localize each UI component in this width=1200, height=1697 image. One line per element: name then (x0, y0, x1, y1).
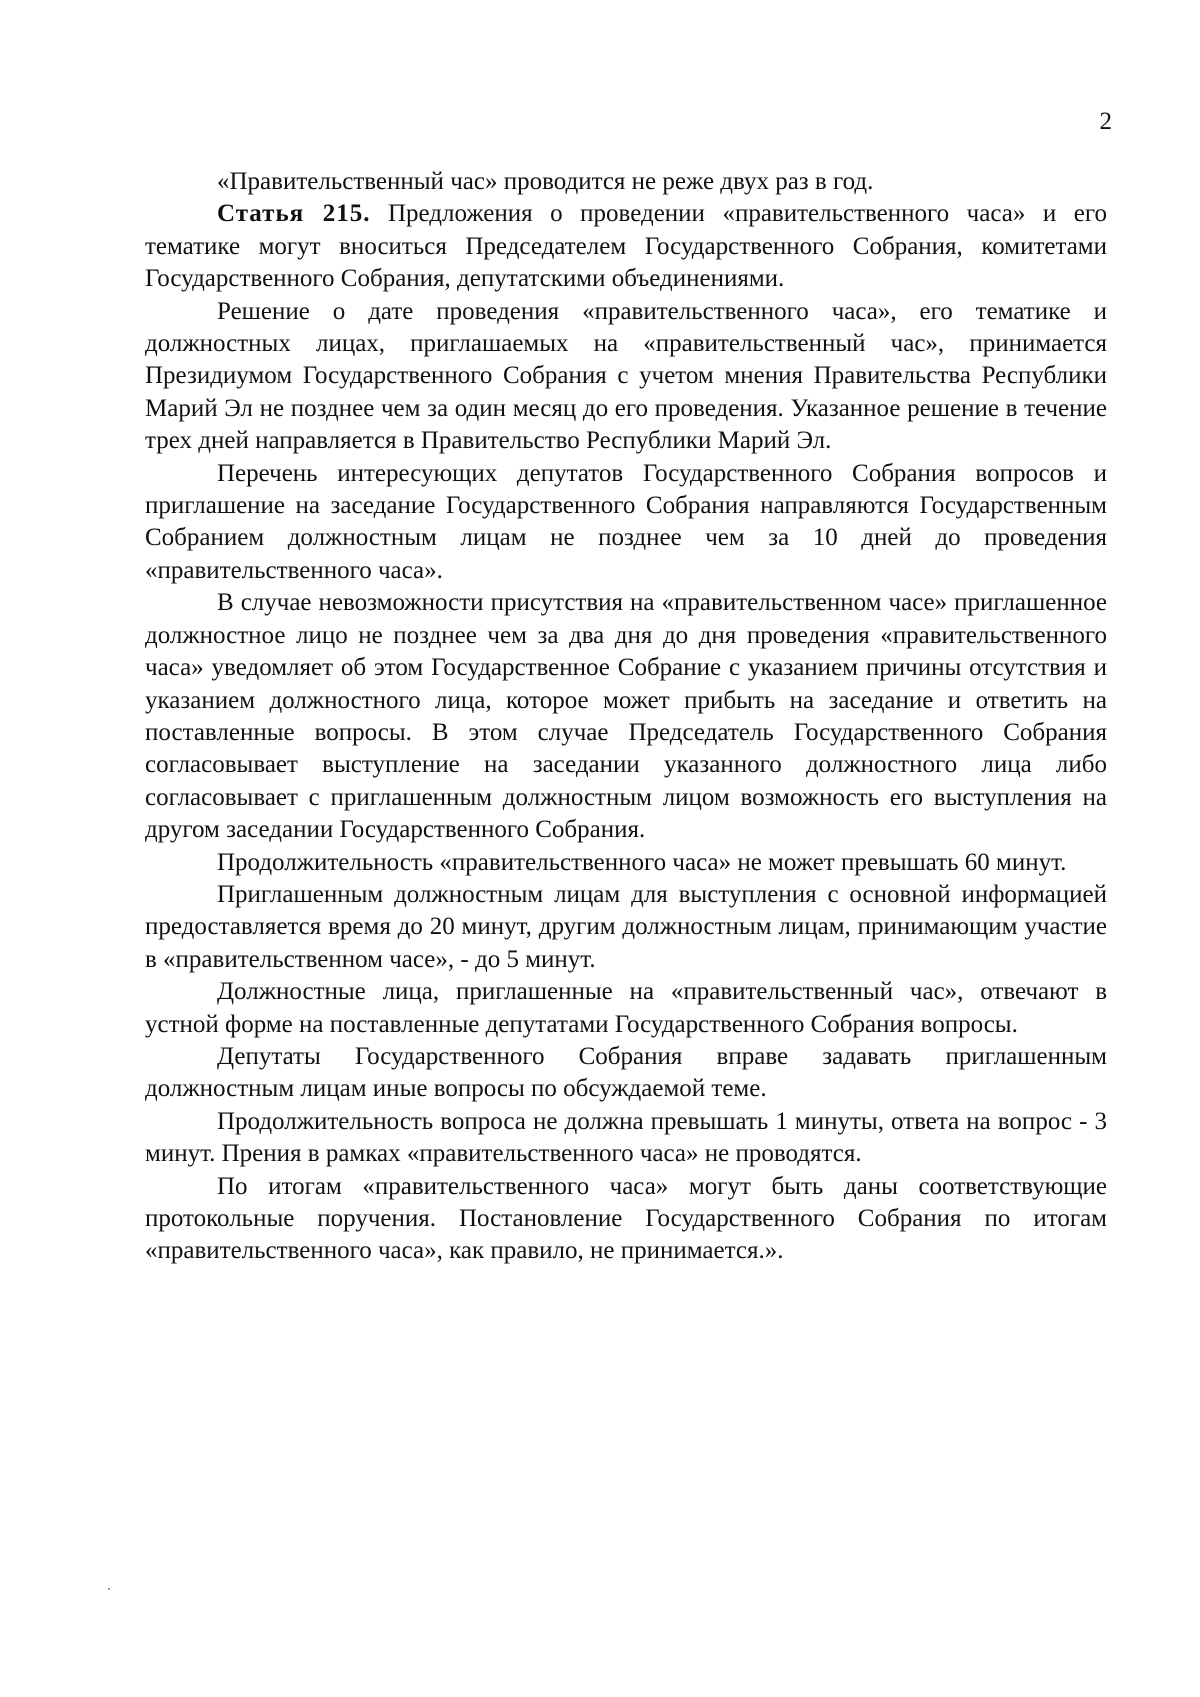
page-number: 2 (1099, 108, 1112, 135)
article-paragraph (145, 198, 1107, 295)
article-text: Предложения о проведении «правительственного часа» и его тематике могут вноситься Председателем Государственного Собрания, комитетами Государственного Собрания, депутатскими объединениями. (145, 200, 1107, 293)
paragraph: Депутаты Государственного Собрания вправе задавать приглашенным должностным лицам иные вопросы по обсуждаемой теме. (145, 1042, 1107, 1103)
document-body (145, 166, 1107, 1268)
scan-speck (108, 1588, 110, 1590)
paragraph: Перечень интересующих депутатов Государственного Собрания вопросов и приглашение на заседание Государственного Собрания направляются Государственным Собранием должностным лицам не позднее чем за 10 дней до проведения «правительственного часа». (145, 459, 1107, 584)
paragraph: Решение о дате проведения «правительственного часа», его тематике и должностных лицах, приглашаемых на «правительственный час», принимается Президиумом Государственного Собрания с учетом мнения Правительства Республики Марий Эл не позднее чем за один месяц до его проведения. Указанное решение в течение трех дней направляется в Правительство Республики Марий Эл. (145, 297, 1107, 455)
paragraph: Продолжительность «правительственного часа» не может превышать 60 минут. (217, 848, 1067, 876)
paragraph: Должностные лица, приглашенные на «правительственный час», отвечают в устной форме на поставленные депутатами Государственного Собрания вопросы. (145, 978, 1107, 1038)
paragraph: В случае невозможности присутствия на «правительственном часе» приглашенное должностное лицо не позднее чем за два дня до дня проведения «правительственного часа» уведомляет об этом Государственное Собрание с указанием причины отсутствия и указанием должностного лица, которое может прибыть на заседание и ответить на поставленные вопросы. В этом случае Председатель Государственного Собрания согласовывает выступление на заседании указанного должностного лица либо согласовывает с приглашенным должностным лицом возможность его выступления на другом заседании Государственного Собрания. (145, 589, 1107, 844)
paragraph: «Правительственный час» проводится не реже двух раз в год. (217, 168, 874, 195)
paragraph: По итогам «правительственного часа» могут быть даны соответствующие протокольные поручения. Постановление Государственного Собрания по итогам «правительственного часа», как правило, не принимается.». (145, 1172, 1107, 1265)
article-number: Статья 215. (217, 200, 371, 228)
paragraph: Продолжительность вопроса не должна превышать 1 минуты, ответа на вопрос - 3 минут. Прения в рамках «правительственного часа» не проводятся. (145, 1107, 1107, 1168)
paragraph: Приглашенным должностным лицам для выступления с основной информацией предоставляется время до 20 минут, другим должностным лицам, принимающим участие в «правительственном часе», - до 5 минут. (145, 880, 1107, 973)
